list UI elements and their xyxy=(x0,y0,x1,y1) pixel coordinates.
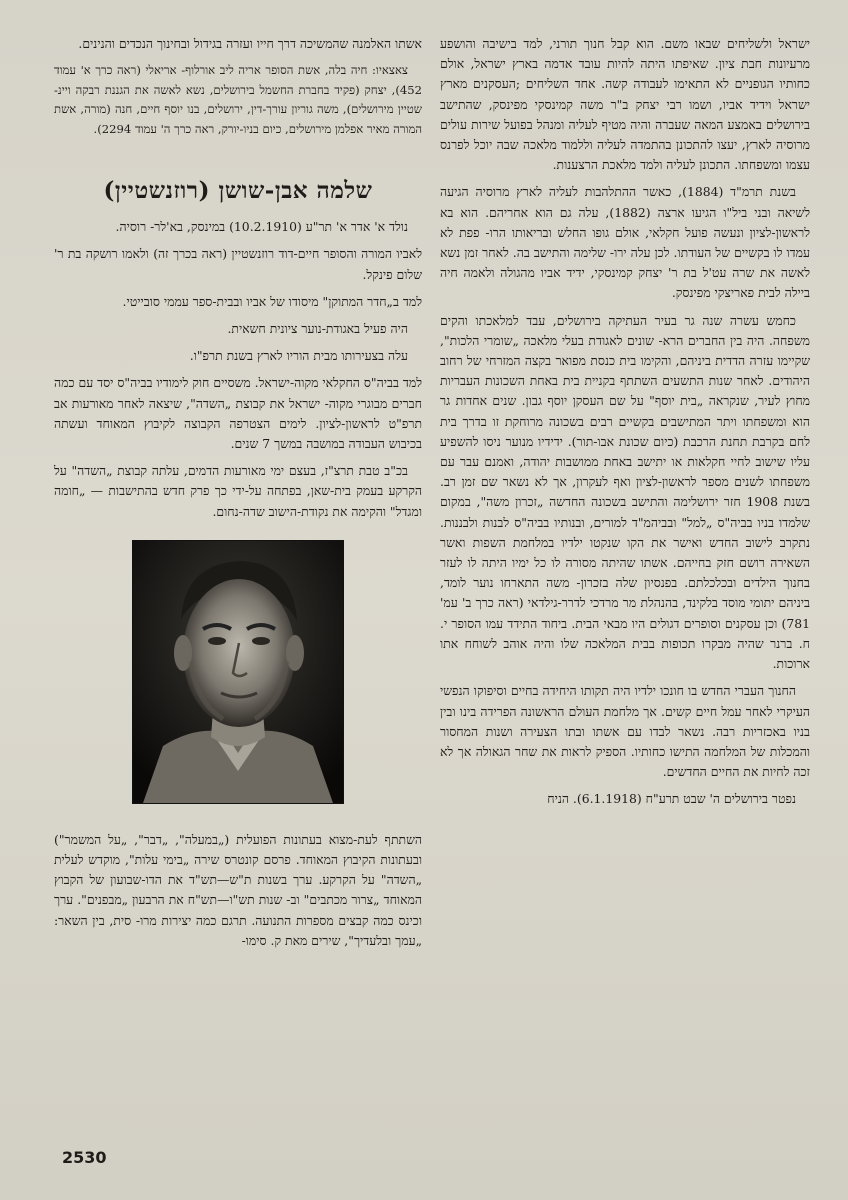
paragraph: השתתף לעת-מצוא בעתונות הפועלית („במעלה", „דבר", „על המשמר") ובעתונות הקיבוץ המאוחד. פרסם קונטרס שירה „בימי עלות", מוקדש לעלית „השדה" על הקרקע. ערך בשנות ת"ש—תש"ד את הדו-שבועון של הקבוץ המאוחד „צרור מכתבים" וב- שנות תש"ו—תש"ח את הרבעון „מבפנים". ערך וכינס כמה קבצים מספרות התנועה. תרגם כמה יצירות מרו- סית, בין השאר: „עמך ובלעדיך", שירים מאת ק. סימו- xyxy=(54,831,422,948)
paragraph: החנוך העברי החדש בו חונכו ילדיו היה תקותו היחידה בחיים וסיפוקו הנפשי העיקרי לאחר עמל חיים קשים. אך מלחמת העולם הראשונה הפרידה בינו ובין בניו באכזריות רבה. נשאר לבדו עם אשתו ובתו הצעירה ושנות המחסור והמכלות של המלחמה התישו כחותיו. הספיק לראות את שחר הגאולה אך לא זכה לחיות את החיים החדשים. xyxy=(440,683,810,780)
descendants-paragraph: צאצאיו: חיה בלה, אשת הסופר אריה ליב אורלוף- אריאלי (ראה כרך א' עמוד 452), יצחק (פקיד בחברת החשמל בירושלים, נשא לאשה את הגננת רבקה ויינ- שטיין מירושלים), משה גוריון עורך-דין, ירושלים, בנו יוסף חיים, חנה (מורה, אשת המורה מאיר אפלמן מירושלים, כיום בניו-יורק, ראה כרך ה' עמוד 2294). xyxy=(54,63,422,136)
paragraph: לאביו המורה והסופר חיים-דוד רוזנשטיין (ראה בכרך זה) ולאמו רושקה בת ר' שלום פינקל. xyxy=(54,246,422,282)
paragraph: עלה בצעירותו מבית הוריו לארץ בשנת תרפ"ו. xyxy=(189,348,408,364)
left-column xyxy=(54,34,422,958)
portrait-photo xyxy=(132,540,344,804)
paragraph: למד בביה"ס החקלאי מקוה-ישראל. משסיים חוק לימודיו בביה"ס יסד עם כמה חברים מבוגרי מקוה- ישראל את קבוצת „השדה", שיצאה לאחר מאורעות אב תרפ"ט לראשון-לציון. לימים הצטרפה הקבוצה לקיבוץ המאוחד ועשתה בכיבוש העבודה במושבה במשך 7 שנים. xyxy=(54,375,422,452)
portrait-image xyxy=(133,541,343,803)
paragraph: ישראל ולשליחים שבאו משם. הוא קבל חנוך תורני, למד בישיבה והושפע מרעיונות חבת ציון. שאיפתו היתה להיות עובד אדמה בארץ ישראל, אולם כחותיו הגופניים לא התאימו לעבודה קשה. אחד השליחים ;העסקנים מארץ ישראל וידיד אביו, ושמו רבי יצחק ב"ר משה קמינסקי מפינסק, שהתישב בירושלים באמצע המאה שעברה והיה מטיף לעליה ומנהל בפועל שירות עולים מרוסיה לארץ, יעצו להתכונן בהתמדה לעליה וללמוד מלאכה שבה יוכל לפרנס עצמו ומשפחתו. התכונן לעליה ולמד מלאכת הרצענות. xyxy=(440,36,810,173)
paragraph: אשתו האלמנה שהמשיכה דרך חייו ועזרה בגידול ובחינוך הנכדים והנינים. xyxy=(78,36,422,51)
paragraph: בכ"ב טבת תרצ"ז, בעצם ימי מאורעות הדמים, עלתה קבוצת „השדה" על הקרקע בעמק בית-שאן, בפתחה על-ידי כך פרק חדש בהתישבות — „חומה ומגדל" והקימה את נקודת-הישוב שדה-נחום. xyxy=(54,463,422,519)
paragraph: נולד א' אדר א' תר"ע (10.2.1910) במינסק, בא'לר- רוסיה. xyxy=(115,219,408,235)
paragraph: בשנת תרמ"ד (1884), כאשר ההתלהבות לעליה לארץ מרוסיה הגיעה לשיאה ובני ביל"ו הגיעו ארצה (1882), עלה גם הוא אחריהם. הוא בא לראשון-לציון ונעשה פועל חקלאי, אולם גופו החלש ובריאותו הרו- פפת לא עמדו לו בקשיים של העודתו. לכן עלה ירו- שלימה והתישב בה. לאחר זמן נשא לאשה את שרה עט'ל בת ר' יצחק קמינסקי, ידיד אביו מהגולה ולאמה חיה ביילה לבית פאריצקי מפינסק. xyxy=(440,184,810,301)
paragraph: כחמש עשרה שנה גר בעיר העתיקה בירושלים, עבד למלאכתו והקים משפחה. היה בין החברים הרא- שונים לאגודת בעלי מלאכה „שומרי הלכות", שקיימו עזרה הדדית ביניהם, והקימו בית כנסת מפואר בקצה המזרחי של רחוב היהודים. לאחר שנות התשעים השתתף בקניית בית באחת השכונות העבריות מחוץ לעיר, שנקראה „בית יוסף" על שם העסקן יוסף גבון. שנים אחדות גר הוא ומשפחתו ויתר המתישבים בקשיים רבים בשכונה מרוחקת זו בדרך בית לחם בקרבת תחנת הרכבת (כיום שכונת אבו-תור). ידידיו מנוער ניסו להשפיע עליו שישוב לחיי חקלאות או יתישב באחת ממושבות יהודה, ואמנם עבר עם משפחתו לשנים מספר לראשון-לציון ואף לעקרון, אך לא נשאר שם זמן רב. בשנת 1908 חזר ירושלימה והתישב בשכונה החדשה „זכרון משה", במקום שלמדו בניו בביה"ס „למל" ובביהמ"ד למורים, ובנותיו בביה"ס לבנות ולבננות. נתקרב לישוב החדש ואישר את הקו שנקטו ילדיו במלחמת השפות ואשר השאירה רושם חזק בחייהם. אשתו שהיתה מסורה לו כל ימיו היתה לו לעזר בחנוך הילדים ובכלכלתם. בפנסיון שלה בזכרון- משה התארחו נוער לומד, ביניהם יתומי מוסד בלקינד, בהנהלת מר מרדכי לדרר-גילדאי (ראה כרך ב' עמ' 781) וכן עסקנים וסופרים דגולים היו מבאי הבית. ביחוד התידד עמו הסופר י. ח. ברנר שהיה מבקרו תכופות בבית המלאכה שלו והיה אוהב לשוחח אתו ארוכות. xyxy=(440,312,810,672)
paragraph: נפטר בירושלים ה' שבט תרע"ח (6.1.1918). הניח xyxy=(547,791,796,807)
right-column xyxy=(440,34,810,817)
entry-heading: שלמה אבן-שושן (רוזנשטיין) xyxy=(103,177,373,205)
paragraph: למד ב„חדר המתוקן" מיסודו של אביו ובבית-ספר עממי סובייטי. xyxy=(122,293,422,309)
page-number: 2530 xyxy=(62,1148,107,1167)
paragraph: היה פעיל באגודת-נוער ציונית חשאית. xyxy=(227,321,408,337)
